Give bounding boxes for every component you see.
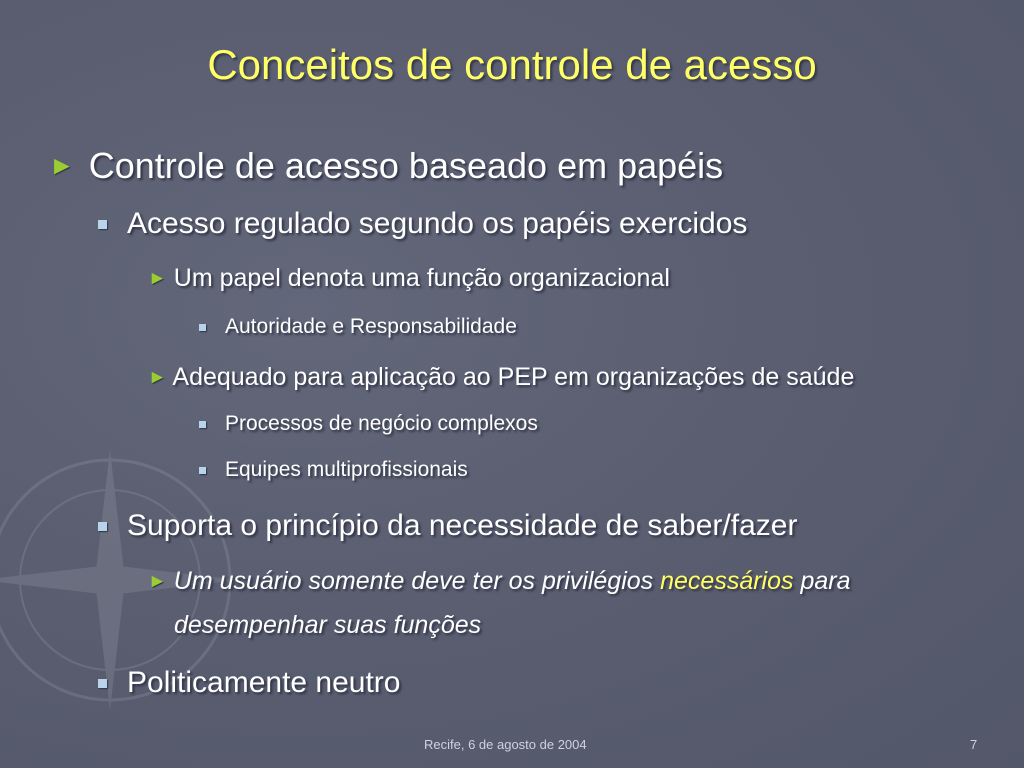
- bullet-text: para: [800, 567, 851, 595]
- bullet-text: Processos de negócio complexos: [225, 412, 538, 435]
- bullet-text: Adequado para aplicação ao PEP em organizações de saúde: [172, 363, 855, 391]
- bullet-text: desempenhar suas funções: [174, 611, 482, 639]
- square-bullet-icon: [199, 467, 206, 474]
- footer-date: Recife, 6 de agosto de 2004: [424, 737, 587, 752]
- bullet-text: Acesso regulado segundo os papéis exercidos: [127, 207, 748, 240]
- bullet-level3-pep: [148, 362, 854, 393]
- triangle-bullet-icon: ►: [148, 268, 167, 289]
- bullet-text: Um usuário somente deve ter os privilégios: [173, 567, 654, 595]
- triangle-bullet-icon: ►: [49, 150, 75, 180]
- bullet-text: Politicamente neutro: [127, 666, 401, 699]
- square-bullet-icon: [199, 324, 206, 331]
- bullet-text: Suporta o princípio da necessidade de saber/fazer: [127, 509, 798, 542]
- square-bullet-icon: [199, 421, 206, 428]
- bullet-level3-privileges-line2: [174, 610, 481, 640]
- square-bullet-icon: [98, 522, 107, 531]
- square-bullet-icon: [98, 220, 107, 229]
- square-bullet-icon: [98, 679, 107, 688]
- bullet-text: Controle de acesso baseado em papéis: [88, 145, 724, 186]
- bullet-level1-roles: [49, 145, 723, 186]
- bullet-text: Um papel denota uma função organizacional: [173, 264, 670, 292]
- bullet-text: Equipes multiprofissionais: [225, 458, 468, 481]
- triangle-bullet-icon: ►: [148, 571, 167, 592]
- page-number: 7: [970, 737, 978, 752]
- triangle-bullet-icon: ►: [148, 367, 167, 388]
- highlighted-word: necessários: [660, 567, 794, 595]
- bullet-level3-role-function: [148, 263, 670, 294]
- bullet-text: Autoridade e Responsabilidade: [225, 315, 517, 338]
- bullet-level3-privileges: [148, 566, 851, 597]
- slide-title: Conceitos de controle de acesso: [207, 41, 817, 88]
